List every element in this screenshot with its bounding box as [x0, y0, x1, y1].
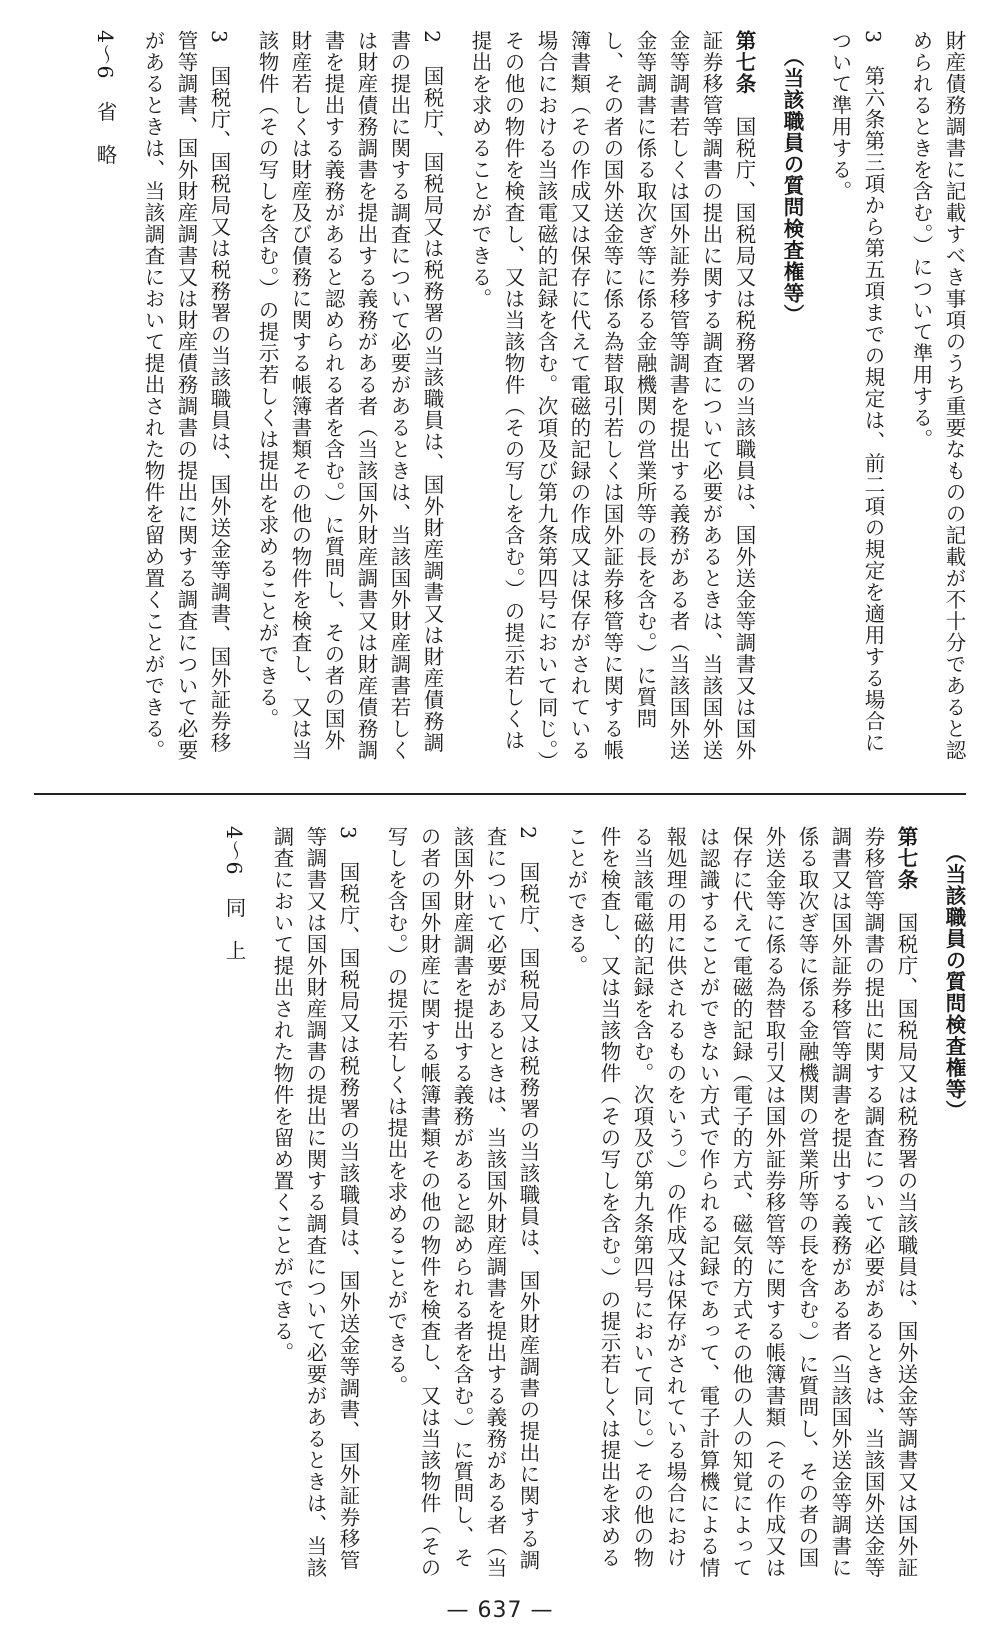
paragraph-number: 3	[861, 30, 885, 45]
article-label: 第七条	[732, 30, 756, 95]
article-7-heading: （当該職員の質問検査権等）	[942, 842, 966, 1122]
continued-text: 財産債務調書に記載すべき事項のうち重要なものの記載が不十分であると認められるときを含む。）について準用する。	[909, 30, 966, 761]
current-text-section	[30, 826, 970, 1584]
article-7-paragraph-2: 2 国税庁、国税局又は税務署の当該職員は、国外財産調書又は財産債務調書の提出に関する調査について必要があるときは、当該国外財産調書若しくは財産債務調書を提出する義務がある者（当該国外財産調書又は財産債務調書を提出する義務があると認められる者を含む。）に質問し、その者の国外財産若しくは財産及び債務に関する帳簿書類その他の物件を検査し、又は当該物件（その写しを含む。）の提示若しくは提出を求めることができる。	[255, 30, 444, 761]
amended-text-section	[30, 30, 970, 768]
section-divider	[34, 793, 966, 795]
paragraph-number: 2	[516, 826, 540, 841]
article-7-paragraph-4-6: 4～6 省 略	[93, 30, 117, 166]
paragraph-number: 3	[336, 826, 360, 841]
article-label: 第七条	[894, 826, 918, 891]
article-7-paragraph-1: 第七条 国税庁、国税局又は税務署の当該職員は、国外送金等調書又は国外証券移管等調書の提出に関する調査について必要があるときは、当該国外送金等調書又は国外証券移管等調書を提出する義務がある者（当該国外送金等調書に係る取次ぎ等に係る金融機関の営業所等の長を含む。）に質問し、その者の国外送金等に係る為替取引又は国外証券移管等に関する帳簿書類（その作成又は保存に代えて電磁的記録（電子的方式、磁気的方式その他の人の知覚によっては認識することができない方式で作られる記録であって、電子計算機による情報処理の用に供されるものをいう。）の作成又は保存がされている場合における当該電磁的記録を含む。次項及び第九条第四号において同じ。）その他の物件を検査し、又は当該物件（その写しを含む。）の提示若しくは提出を求めることができる。	[564, 826, 918, 1579]
paragraph-number: 4～6	[222, 826, 246, 876]
paragraph-number: 2	[420, 30, 444, 45]
paragraph-number: 4～6	[93, 30, 117, 80]
article-7-heading: （当該職員の質問検査権等）	[780, 46, 804, 326]
page-number: — 637 —	[446, 1598, 554, 1623]
article-7-paragraph-3: 3 国税庁、国税局又は税務署の当該職員は、国外送金等調書、国外証券移管等調書又は国外財産調書の提出に関する調査について必要があるときは、当該調査において提出された物件を留め置くことができる。	[270, 826, 360, 1579]
article-7-paragraph-1: 第七条 国税庁、国税局又は税務署の当該職員は、国外送金等調書又は国外証券移管等調書の提出に関する調査について必要があるときは、当該国外送金等調書若しくは国外証券移管等調書を提出する義務がある者（当該国外送金等調書に係る取次ぎ等に係る金融機関の営業所等の長を含む。）に質問し、その者の国外送金等に係る為替取引若しくは国外証券移管等に関する帳簿書類（その作成又は保存に代えて電磁的記録の作成又は保存がされている場合における当該電磁的記録を含む。次項及び第九条第四号において同じ。）その他の物件を検査し、又は当該物件（その写しを含む。）の提示若しくは提出を求めることができる。	[468, 30, 756, 762]
article-7-paragraph-3: 3 国税庁、国税局又は税務署の当該職員は、国外送金等調書、国外証券移管等調書、国外財産調書又は財産債務調書の提出に関する調査について必要があるときは、当該調査において提出された物件を留め置くことができる。	[141, 30, 231, 761]
article-7-paragraph-4-6: 4～6 同 上	[222, 826, 246, 962]
paragraph-3: 3 第六条第三項から第五項までの規定は、前二項の規定を適用する場合について準用する。	[828, 30, 885, 754]
paragraph-number: 3	[207, 30, 231, 45]
article-7-paragraph-2: 2 国税庁、国税局又は税務署の当該職員は、国外財産調書の提出に関する調査について必要があるときは、当該国外財産調書を提出する義務がある者（当該国外財産調書を提出する義務があると認められる者を含む。）に質問し、その者の国外財産に関する帳簿書類その他の物件を検査し、又は当該物件（その写しを含む。）の提示若しくは提出を求めることができる。	[384, 826, 540, 1579]
